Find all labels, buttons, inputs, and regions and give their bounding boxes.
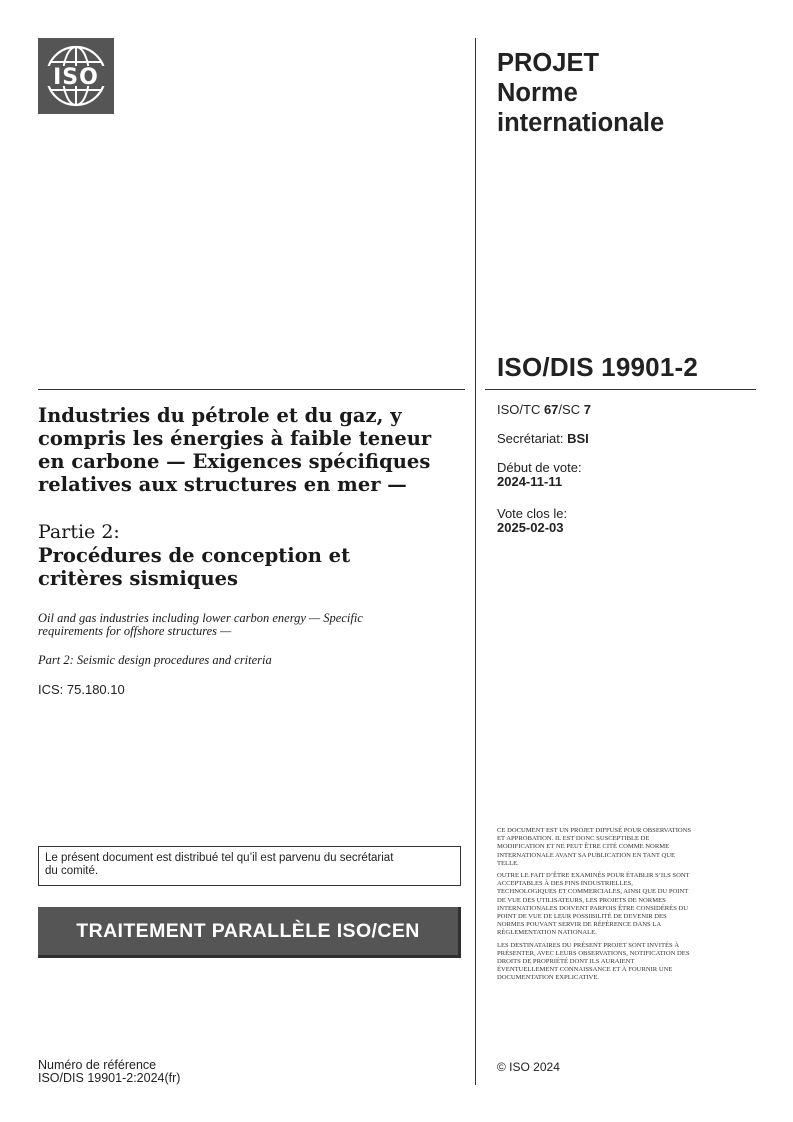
english-part-title: Part 2: Seismic design procedures and criteria	[38, 653, 272, 667]
committee-mid: /SC	[558, 402, 584, 417]
iso-logo-text: ISO	[53, 65, 99, 90]
iso-logo	[38, 38, 114, 114]
vote-end-label: Vote clos le:	[497, 506, 568, 521]
notice-line: Le présent document est distribué tel qu’il est parvenu du secrétariat	[45, 852, 394, 864]
secretariat-value: BSI	[567, 431, 589, 446]
main-title-line: relatives aux structures en mer —	[38, 473, 407, 496]
reference-label: Numéro de référence	[38, 1058, 157, 1072]
iso-logo-mark	[38, 38, 114, 114]
distribution-notice	[38, 846, 461, 886]
committee-prefix: ISO/TC	[497, 402, 544, 417]
reference-value: ISO/DIS 19901-2:2024(fr)	[38, 1071, 181, 1085]
copyright: © ISO 2024	[497, 1060, 560, 1074]
notice-line: du comité.	[45, 865, 99, 877]
document-status	[497, 48, 757, 138]
reference-number	[38, 1059, 180, 1085]
status-line: PROJET	[497, 49, 600, 77]
main-title-line: compris les énergies à faible teneur	[38, 427, 432, 450]
secretariat	[497, 431, 589, 446]
secretariat-label: Secrétariat:	[497, 431, 568, 446]
part-label: Partie 2:	[38, 521, 120, 543]
legal-paragraph: CE DOCUMENT EST UN PROJET DIFFUSÉ POUR OBSERVATIONS ET APPROBATION. IL EST DONC SUSCEPTIBLE DE MODIFICATION ET NE PEUT ÊTRE CITÉ COMME NORME INTERNATIONALE AVANT SA PUBLICATION EN TANT QUE TELLE.	[497, 827, 692, 867]
part-title	[38, 544, 458, 590]
vote-start-date	[497, 474, 562, 489]
english-title-line: Oil and gas industries including lower carbon energy — Specific	[38, 611, 363, 625]
main-title-line: Industries du pétrole et du gaz, y	[38, 404, 402, 427]
vote-end-date-value: 2025-02-03	[497, 520, 564, 535]
status-line: internationale	[497, 109, 665, 137]
english-title	[38, 612, 458, 638]
main-title	[38, 404, 458, 496]
legal-paragraph: OUTRE LE FAIT D’ÊTRE EXAMINÉS POUR ÉTABLIR S’ILS SONT ACCEPTABLES À DES FINS INDUSTRIELLES, TECHNOLOGIQUES ET COMMERCIALES, AINSI QUE DU POINT DE VUE DES UTILISATEURS, LES PROJETS DE NORMES INTERNATIONALES DOIVENT PARFOIS ÊTRE CONSIDÉRÉS DU POINT DE VUE DE LEUR POSSIBILITÉ DE DEVENIR DES NORMES POUVANT SERVIR DE RÉFÉRENCE DANS LA RÉGLEMENTATION NATIONALE.	[497, 872, 690, 937]
vertical-divider	[475, 38, 476, 1085]
committee-tc: 67	[543, 402, 559, 417]
vote-start-label: Début de vote:	[497, 460, 582, 475]
part-title-line: Procédures de conception et	[38, 544, 351, 567]
legal-disclaimer	[497, 827, 693, 987]
parallel-processing-banner	[38, 907, 461, 958]
status-line: Norme	[497, 79, 578, 107]
english-title-line: requirements for offshore structures —	[38, 624, 232, 638]
vote-end-date	[497, 520, 564, 535]
banner-label: TRAITEMENT PARALLÈLE ISO/CEN	[76, 919, 420, 942]
horizontal-divider-left	[38, 389, 465, 390]
main-title-line: en carbone — Exigences spécifiques	[38, 450, 431, 473]
ics-code: ICS: 75.180.10	[38, 682, 125, 697]
part-title-line: critères sismiques	[38, 567, 239, 590]
vote-start-date-value: 2024-11-11	[497, 474, 563, 489]
committee-sc: 7	[583, 402, 591, 417]
horizontal-divider-right	[485, 389, 756, 390]
legal-paragraph: LES DESTINATAIRES DU PRÉSENT PROJET SONT INVITÉS À PRÉSENTER, AVEC LEURS OBSERVATIONS, NOTIFICATION DES DROITS DE PROPRIÉTÉ DONT ILS AURAIENT ÉVENTUELLEMENT CONNAISSANCE ET À FOURNIR UNE DOCUMENTATION EXPLICATIVE.	[497, 941, 690, 982]
committee-reference	[497, 402, 591, 417]
standard-number: ISO/DIS 19901-2	[497, 352, 698, 382]
